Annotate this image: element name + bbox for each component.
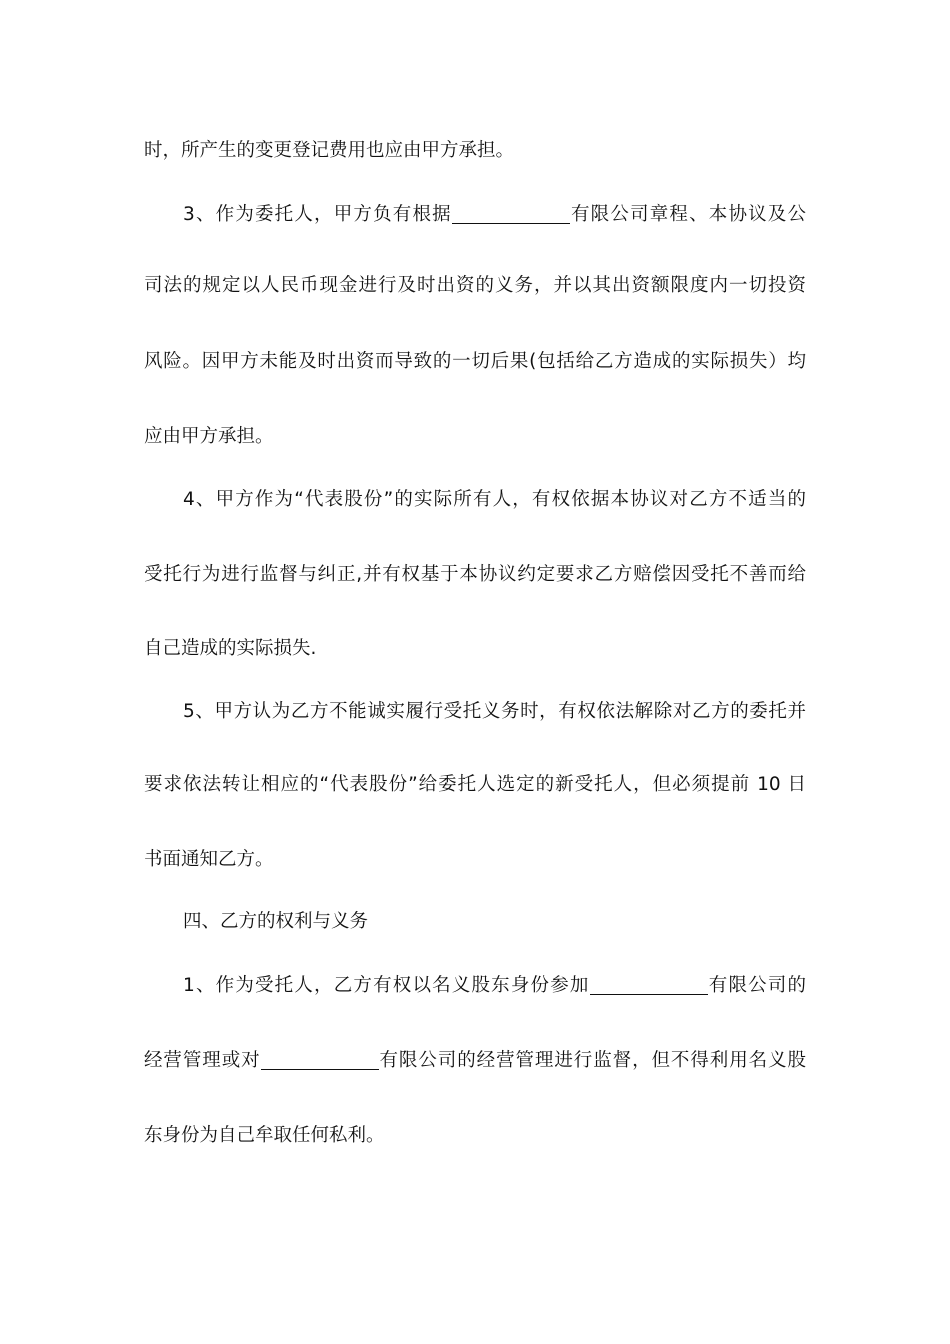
text-run: 书面通知乙方。 bbox=[144, 849, 274, 870]
clause-5-line-1 bbox=[183, 699, 806, 725]
section-4-clause-1-line-3 bbox=[144, 1123, 806, 1149]
fill-in-blank bbox=[590, 974, 708, 995]
text-run: 5、甲方认为乙方不能诚实履行受托义务时，有权依法解除对乙方的委托并 bbox=[183, 701, 806, 722]
clause-4-line-2 bbox=[144, 562, 806, 588]
text-run: 经营管理或对 bbox=[144, 1050, 261, 1071]
text-run: 受托行为进行监督与纠正,并有权基于本协议约定要求乙方赔偿因受托不善而给 bbox=[144, 564, 806, 585]
text-run: 风险。因甲方未能及时出资而导致的一切后果(包括给乙方造成的实际损失）均 bbox=[144, 351, 806, 372]
text-run: 有限公司的 bbox=[707, 975, 806, 996]
section-heading bbox=[183, 909, 806, 935]
clause-3-line-4 bbox=[144, 424, 806, 450]
clause-5-line-3 bbox=[144, 847, 806, 873]
text-run: 要求依法转让相应的“代表股份”给委托人选定的新受托人，但必须提前 10 日 bbox=[144, 774, 806, 795]
text-run: 3、作为委托人，甲方负有根据 bbox=[183, 204, 452, 225]
text-run: 应由甲方承担。 bbox=[144, 426, 274, 447]
paragraph-continuation-line bbox=[144, 138, 806, 164]
clause-3-line-1 bbox=[183, 202, 806, 228]
clause-4-line-1 bbox=[183, 487, 806, 513]
text-run: 自己造成的实际损失. bbox=[144, 638, 317, 659]
fill-in-blank bbox=[261, 1049, 379, 1070]
clause-4-line-3 bbox=[144, 636, 806, 662]
text-run: 4、甲方作为“代表股份”的实际所有人，有权依据本协议对乙方不适当的 bbox=[183, 489, 806, 510]
section-4-clause-1-line-2 bbox=[144, 1048, 806, 1074]
clause-3-line-2 bbox=[144, 273, 806, 299]
text-run: 有限公司的经营管理进行监督，但不得利用名义股 bbox=[378, 1050, 806, 1071]
text-run: 有限公司章程、本协议及公 bbox=[569, 204, 806, 225]
section-heading-text: 四、乙方的权利与义务 bbox=[183, 911, 369, 932]
text-run: 司法的规定以人民币现金进行及时出资的义务，并以其出资额限度内一切投资 bbox=[144, 275, 806, 296]
clause-3-line-3 bbox=[144, 349, 806, 375]
text-run: 时，所产生的变更登记费用也应由甲方承担。 bbox=[144, 140, 515, 161]
text-run: 1、作为受托人，乙方有权以名义股东身份参加 bbox=[183, 975, 590, 996]
text-run: 东身份为自己牟取任何私利。 bbox=[144, 1125, 385, 1146]
section-4-clause-1-line-1 bbox=[183, 973, 806, 999]
fill-in-blank bbox=[452, 203, 570, 224]
clause-5-line-2 bbox=[144, 772, 806, 798]
